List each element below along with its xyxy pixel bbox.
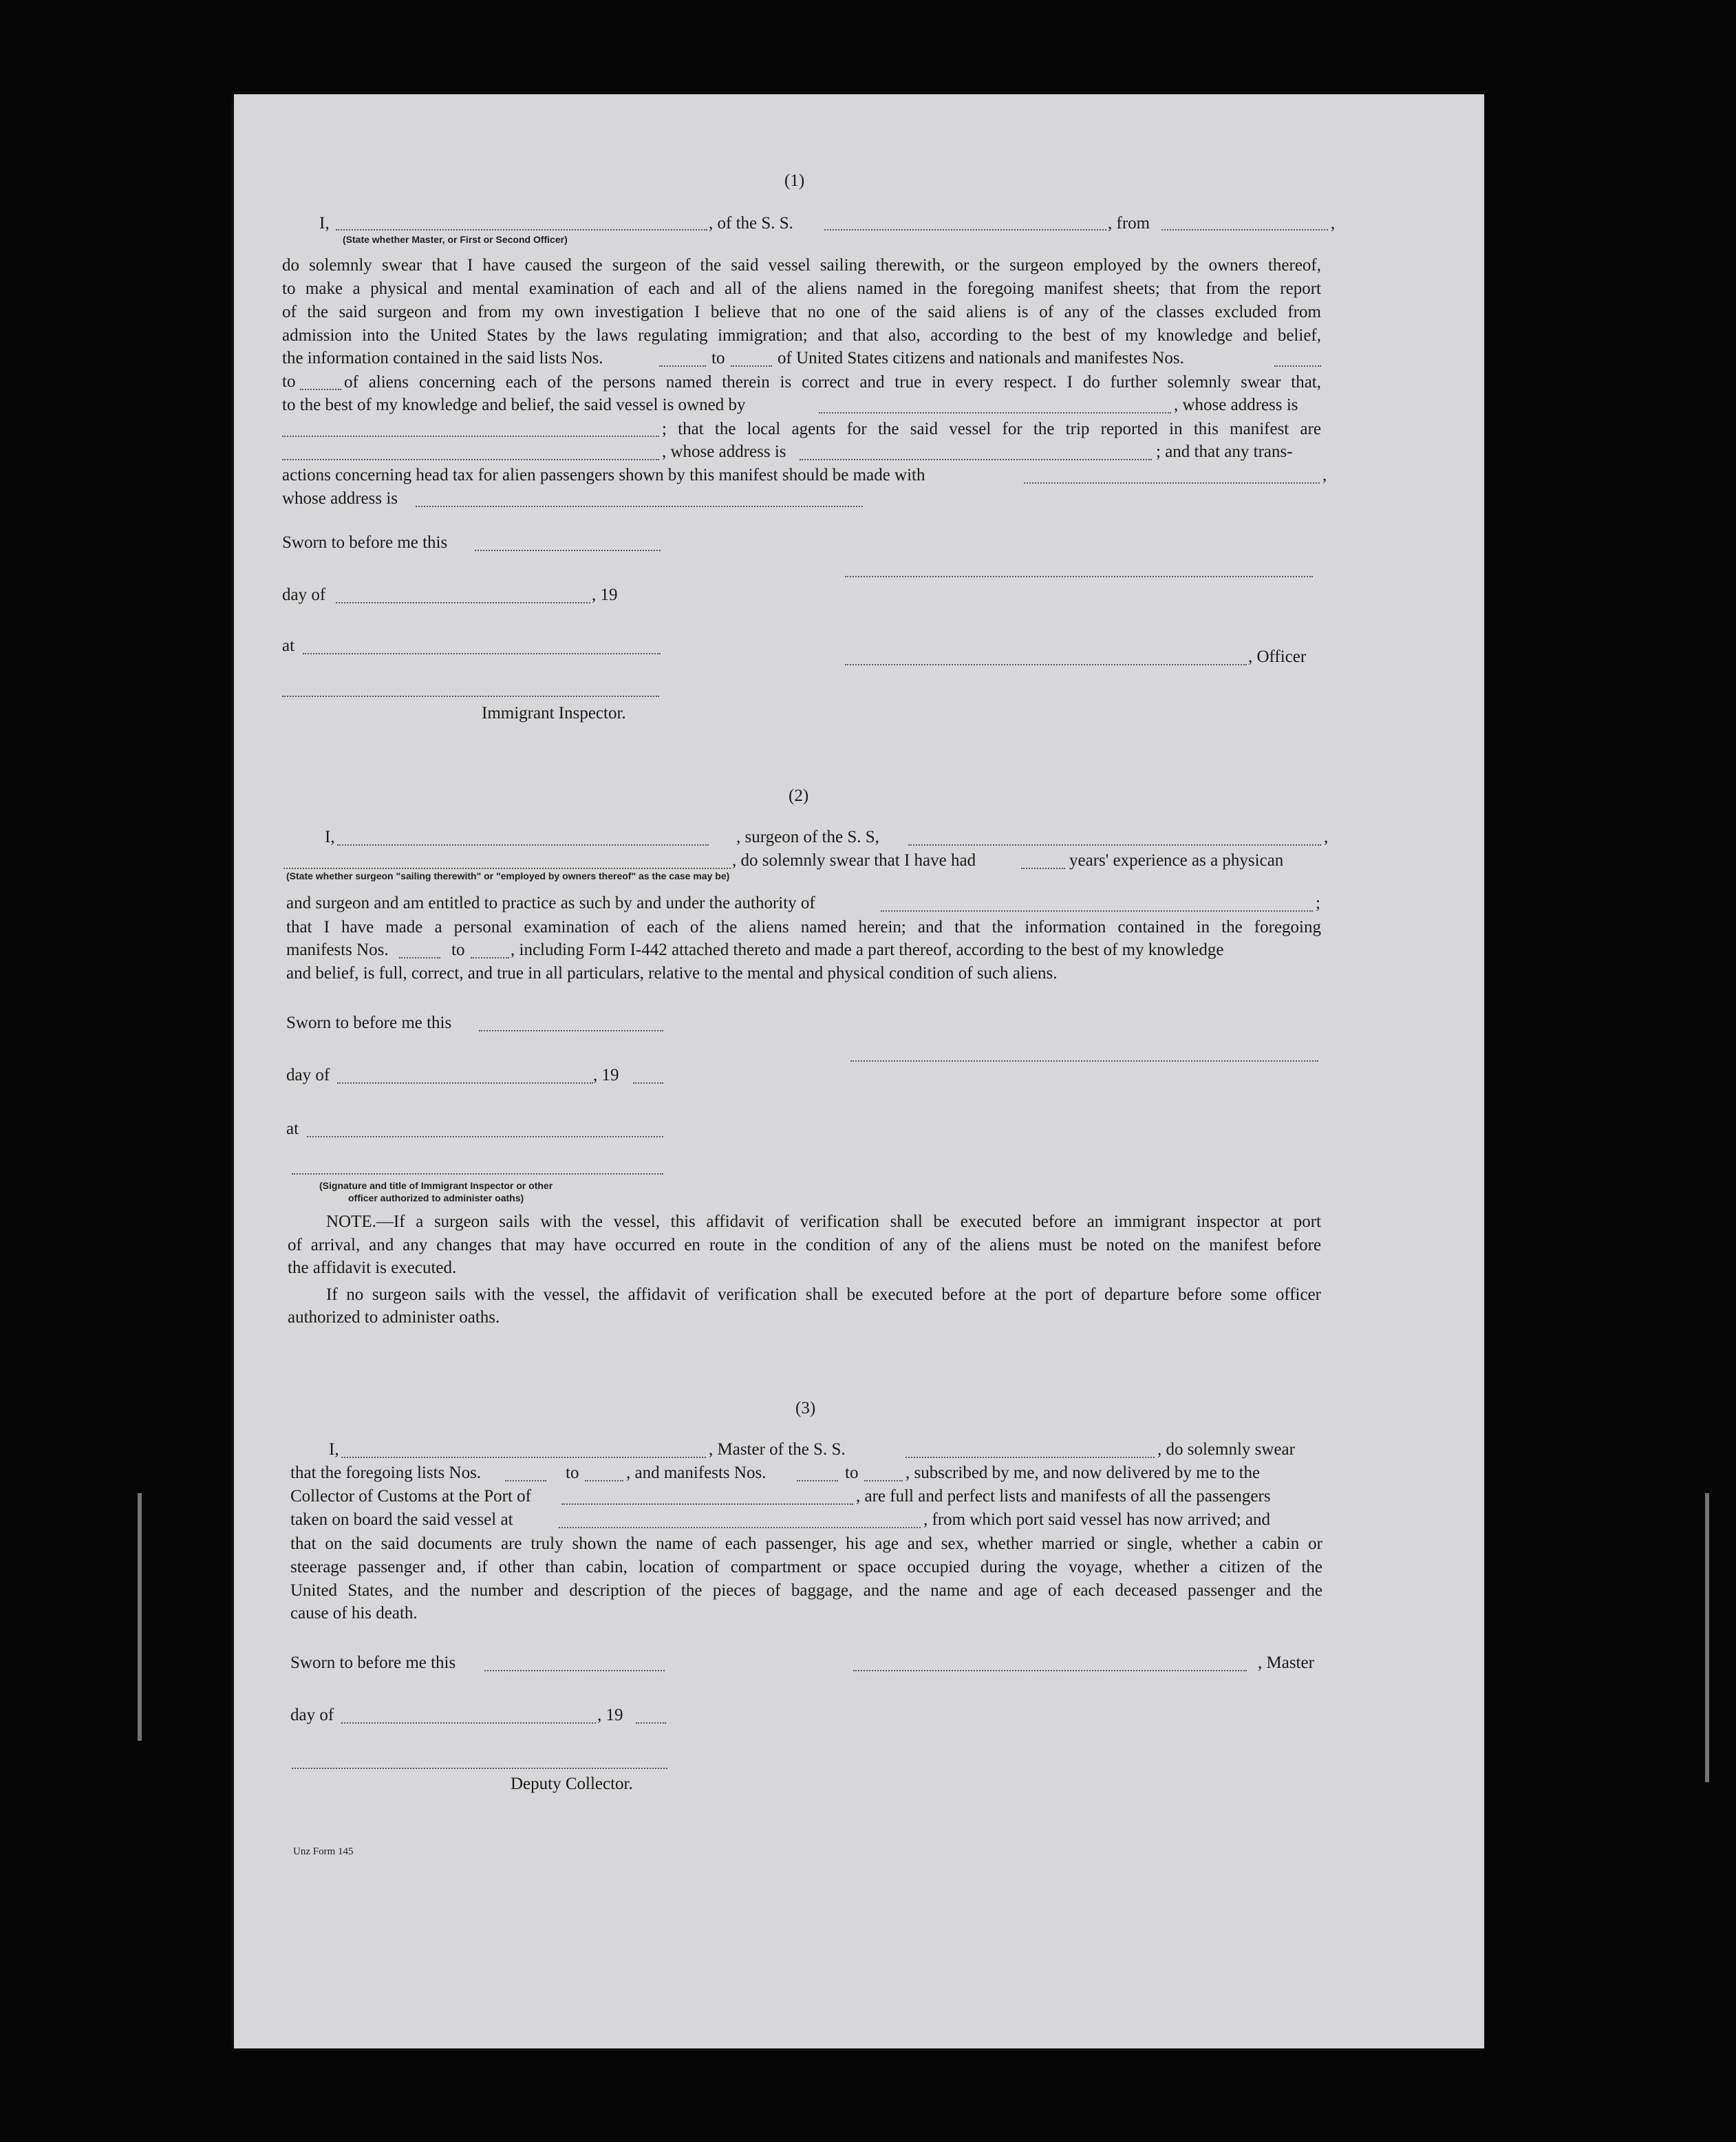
s2-ship-name-line — [908, 844, 1321, 846]
s1-para-line-4: admission into the United States by the laws regulating immigration; and that also, according to the best of my knowledge and belief, — [282, 326, 1321, 345]
s3-para-line-4: that on the said documents are truly shown the name of each passenger, his age and sex, whether married or single, whether a cabin or — [290, 1534, 1322, 1553]
s1-officer-signature-line-1 — [845, 576, 1313, 577]
s1-comma-2: , — [1322, 466, 1327, 484]
s3-ship-name-line — [905, 1457, 1155, 1458]
s1-officer-signature-line-2 — [845, 664, 1247, 665]
s1-ofss-label: , of the S. S. — [709, 214, 793, 233]
s3-subscribed-label: , subscribed by me, and now delivered by me to the — [905, 1464, 1261, 1482]
s3-deputy-label: Deputy Collector. — [511, 1775, 633, 1793]
s2-semicolon: ; — [1316, 894, 1320, 912]
s1-master-subcaption: (State whether Master, or First or Second Officer) — [343, 234, 568, 245]
s3-lists-from-line — [505, 1480, 546, 1481]
s2-manifests-from-line — [399, 957, 440, 958]
s1-owner-line — [819, 412, 1171, 414]
s2-dayof-label: day of — [286, 1066, 330, 1084]
s3-dayof-line — [341, 1722, 596, 1724]
s1-para-line-2: to make a physical and mental examination of each and all of the aliens named in the foregoing manifest sheets; that from the report — [282, 279, 1321, 298]
section-3-number: (3) — [795, 1399, 816, 1417]
s1-head-tax-address-line — [416, 506, 863, 507]
s1-lists-to-line — [731, 365, 772, 367]
s1-lists-to: to — [711, 349, 725, 367]
s1-sworn-label: Sworn to before me this — [282, 533, 448, 552]
s1-sworn-line — [475, 550, 661, 551]
s2-authority-label: and surgeon and am entitled to practice as such by and under the authority of — [286, 894, 815, 912]
s2-surgeon-subcaption: (State whether surgeon "sailing therewith" or "employed by owners thereof" as the case may be) — [286, 870, 730, 881]
s3-taken-at-line — [559, 1527, 921, 1528]
s1-ship-name-line — [824, 229, 1106, 231]
s3-master-name-line — [341, 1457, 706, 1458]
s3-lists-to-line — [585, 1480, 623, 1481]
s2-note-line-1: NOTE.—If a surgeon sails with the vessel, this affidavit of verification shall be executed before an immigrant inspector at port — [326, 1212, 1321, 1231]
s2-nineteen-line — [633, 1082, 663, 1084]
s3-dayof-label: day of — [290, 1706, 334, 1724]
form-number: Unz Form 145 — [293, 1846, 354, 1857]
s1-at-label: at — [282, 636, 295, 655]
s1-lists-from-line — [659, 365, 706, 367]
s1-agents-line — [282, 459, 659, 460]
manifest-affidavit-page — [234, 94, 1484, 2048]
s1-from-line — [1161, 229, 1328, 231]
s1-owner-address-label: , whose address is — [1174, 396, 1298, 414]
s1-to-label: to — [282, 372, 296, 391]
s2-sworn-label: Sworn to before me this — [286, 1014, 452, 1032]
s1-head-tax-label: ; and that any trans- — [1156, 442, 1293, 461]
s1-i-label: I, — [319, 214, 330, 233]
s2-years-label: years' experience as a physican — [1069, 851, 1284, 870]
s1-owned-label: to the best of my knowledge and belief, the said vessel is owned by — [282, 396, 746, 414]
s1-nineteen: , 19 — [592, 586, 618, 604]
s2-manifests-to: to — [451, 941, 465, 959]
s3-manifests-to: to — [845, 1464, 859, 1482]
s1-officer-label: , Officer — [1248, 647, 1307, 666]
s2-note-line-2: of arrival, and any changes that may have occurred en route in the condition of any of the aliens must be noted on the manifest before — [288, 1236, 1321, 1254]
s2-manifests-label: manifests Nos. — [286, 941, 389, 959]
s2-signature-caption-1: (Signature and title of Immigrant Inspector or other — [319, 1180, 553, 1191]
s3-arrived-label: , from which port said vessel has now arrived; and — [923, 1510, 1271, 1529]
edge-marks — [1705, 1493, 1709, 1782]
s2-manifests-to-line — [471, 957, 509, 958]
section-1-number: (1) — [784, 171, 805, 190]
s3-lists-to: to — [566, 1464, 579, 1482]
s2-note-line-3: the affidavit is executed. — [288, 1259, 457, 1277]
s3-i-label: I, — [329, 1440, 339, 1459]
s2-note-line-5: authorized to administer oaths. — [288, 1308, 500, 1327]
s1-lists-nos-label: the information contained in the said lists Nos. — [282, 349, 603, 367]
s2-nineteen: , 19 — [593, 1066, 619, 1084]
s3-deputy-signature-line — [292, 1768, 667, 1769]
s2-dayof-line — [337, 1082, 593, 1084]
s3-master-signature-line — [853, 1670, 1247, 1671]
s1-from-label: , from — [1108, 214, 1150, 233]
s3-master-label: , Master of the S. S. — [709, 1440, 846, 1459]
s3-sworn-label: Sworn to before me this — [290, 1653, 456, 1672]
s1-para-line-1: do solemnly swear that I have caused the surgeon of the said vessel sailing therewith, or the surgeon employed by the owners thereof, — [282, 256, 1321, 275]
s1-comma: , — [1331, 214, 1336, 233]
s1-agents-text: ; that the local agents for the said vessel for the trip reported in this manifest are — [662, 420, 1321, 438]
section-2-number: (2) — [789, 786, 809, 805]
s1-manifests-to-line — [300, 389, 341, 390]
s1-officer-name-line — [336, 229, 707, 231]
s1-inspector-label: Immigrant Inspector. — [482, 704, 626, 722]
s1-whose-address-label: whose address is — [282, 489, 398, 508]
s3-master-sig-label: , Master — [1258, 1653, 1314, 1672]
s1-at-line — [303, 653, 661, 654]
s2-comma: , — [1324, 828, 1329, 846]
s1-agents-address-label: , whose address is — [662, 442, 786, 461]
s2-surgeon-name-line — [337, 844, 709, 846]
s3-swear-label: , do solemnly swear — [1157, 1440, 1295, 1459]
s2-i-label: I, — [325, 828, 335, 846]
s2-swear-label: , do solemnly swear that I have had — [732, 851, 976, 870]
s1-agents-address-line — [800, 459, 1152, 460]
s2-years-line — [1021, 868, 1065, 869]
s2-surgeon-type-line — [283, 868, 731, 869]
s2-note-line-4: If no surgeon sails with the vessel, the affidavit of verification shall be executed before at the port of departure before some officer — [326, 1285, 1321, 1304]
s3-para-line-6: United States, and the number and description of the pieces of baggage, and the name and age of each deceased passenger and the — [290, 1581, 1322, 1600]
s3-para-line-5: steerage passenger and, if other than cabin, location of compartment or space occupied during the voyage, whether a citizen of the — [290, 1558, 1322, 1576]
s1-aliens-text: of aliens concerning each of the persons named therein is correct and true in every respect. I do further solemnly swear that, — [344, 373, 1321, 392]
s2-at-label: at — [286, 1120, 299, 1138]
edge-marks — [138, 1493, 142, 1741]
s1-owner-address-line — [282, 436, 659, 437]
s1-dayof-label: day of — [282, 586, 326, 604]
s2-surgeon-label: , surgeon of the S. S, — [736, 828, 879, 846]
s2-authority-line — [881, 910, 1313, 912]
s2-para-line-2: that I have made a personal examination of each of the aliens named herein; and that the information contained in the foregoing — [286, 918, 1321, 936]
s3-manifests-label: , and manifests Nos. — [626, 1464, 767, 1482]
s2-at-line — [307, 1136, 663, 1137]
s3-manifests-from-line — [797, 1480, 838, 1481]
s2-para-line-4: and belief, is full, correct, and true in all particulars, relative to the mental and physical condition of such aliens. — [286, 964, 1058, 983]
s1-inspector-signature-line — [282, 696, 659, 697]
s1-transactions-label: actions concerning head tax for alien passengers shown by this manifest should be made with — [282, 466, 925, 484]
s1-head-tax-line — [1024, 482, 1320, 484]
s1-manifests-from-line — [1274, 365, 1321, 367]
s1-citizens-label: of United States citizens and nationals and manifestes Nos. — [778, 349, 1184, 367]
s2-inspector-signature-line — [292, 1173, 663, 1175]
s3-para-line-7: cause of his death. — [290, 1604, 418, 1622]
s2-signature-caption-2: officer authorized to administer oaths) — [348, 1192, 524, 1203]
s3-nineteen: , 19 — [597, 1706, 623, 1724]
s3-sworn-line — [484, 1670, 665, 1671]
s3-lists-label: that the foregoing lists Nos. — [290, 1464, 482, 1482]
s2-surgeon-signature-line — [850, 1060, 1318, 1062]
s3-taken-label: taken on board the said vessel at — [290, 1510, 513, 1529]
s3-full-perfect-label: , are full and perfect lists and manifests of all the passengers — [856, 1487, 1271, 1506]
s2-form-label: , including Form I-442 attached thereto and made a part thereof, according to the best of my knowledge — [511, 941, 1224, 959]
s1-dayof-line — [336, 602, 590, 603]
s3-manifests-to-line — [864, 1480, 903, 1481]
s3-nineteen-line — [636, 1722, 666, 1724]
s1-para-line-3: of the said surgeon and from my own investigation I believe that no one of the said aliens is of any of the classes excluded from — [282, 303, 1321, 321]
s3-port-line — [561, 1503, 853, 1505]
s3-collector-label: Collector of Customs at the Port of — [290, 1487, 531, 1506]
s2-sworn-line — [479, 1030, 663, 1031]
